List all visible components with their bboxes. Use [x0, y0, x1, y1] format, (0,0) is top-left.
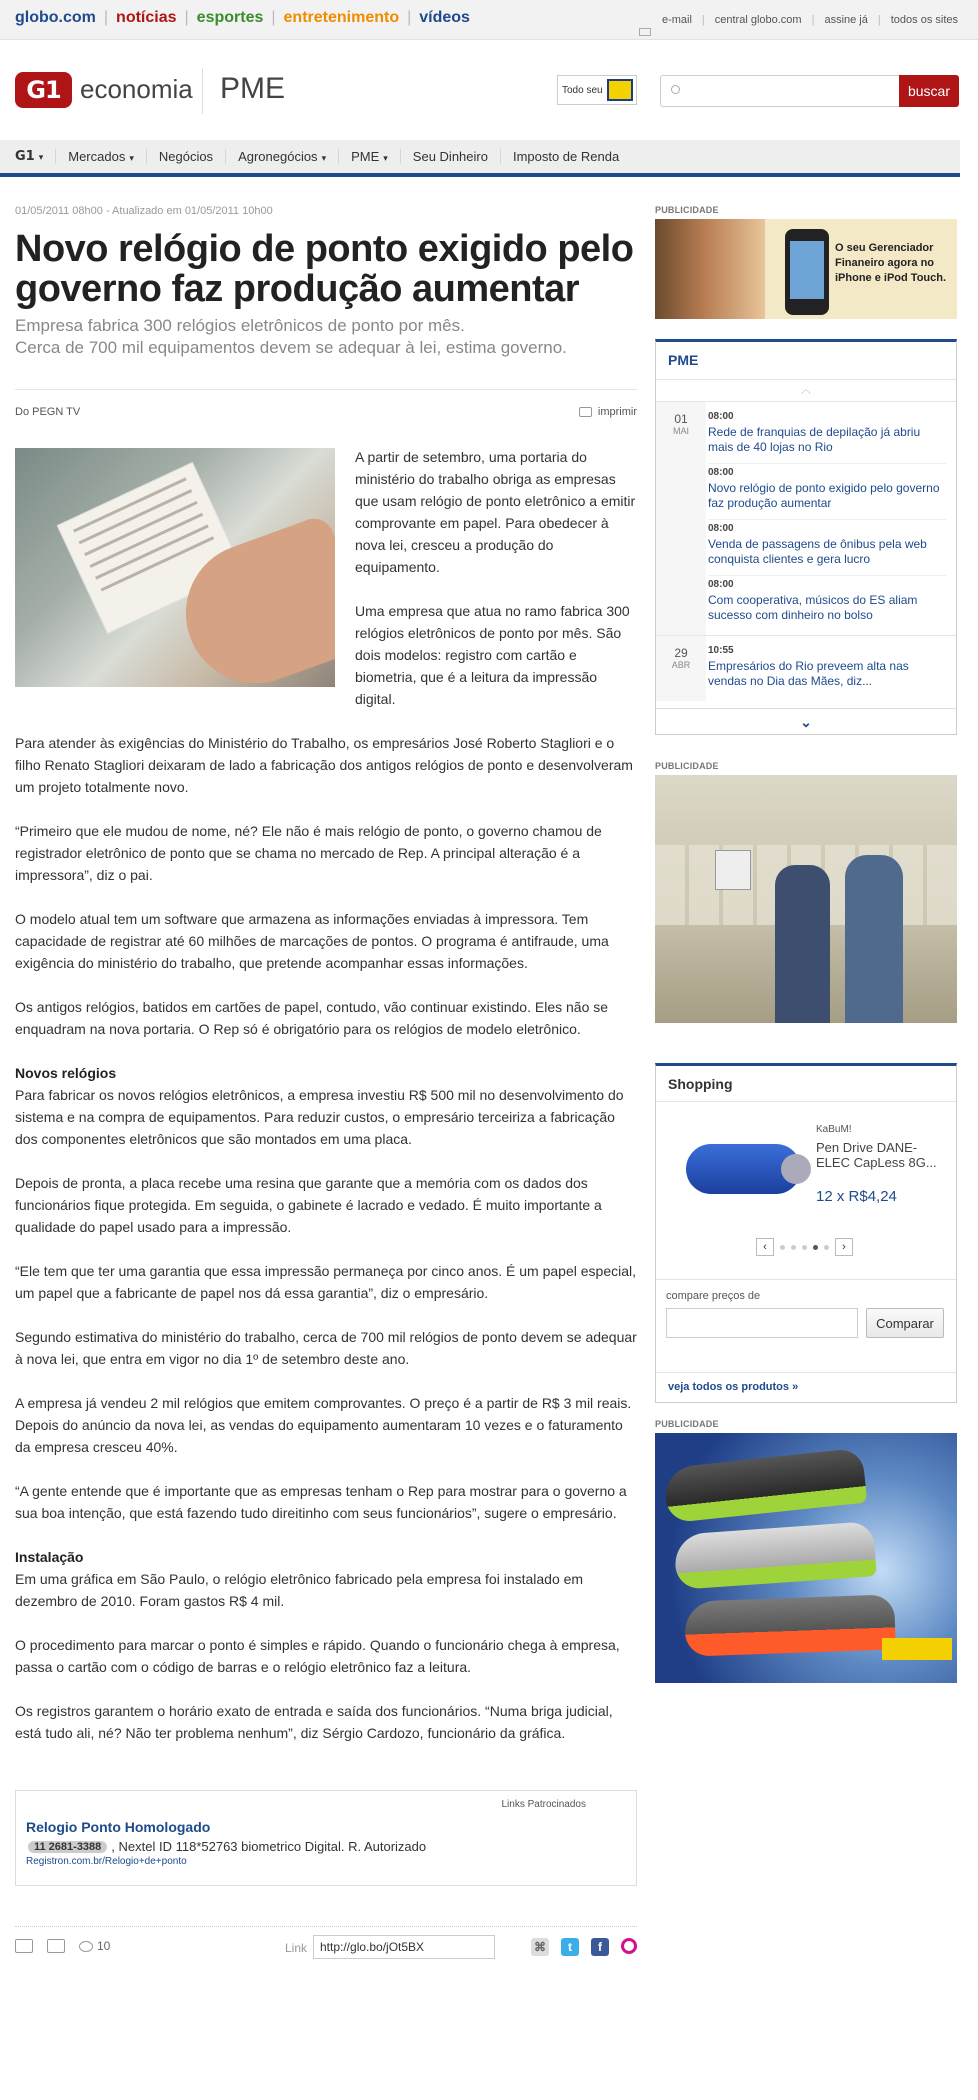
article-paragraph: Para atender às exigências do Ministério do Trabalho, os empresários José Roberto Stagliori e o filho Renato Stagliori deixaram de lado a fabricação dos antigos relógios de ponto e desenvolveram um projeto totalmente novo. — [15, 735, 633, 795]
news-item[interactable] — [708, 408, 946, 464]
article-paragraph: Os antigos relógios, batidos em cartões de papel, contudo, vão continuar existindo. Eles não se enquadram na nova portaria. O Rep só é obrigatório para os relógios de modelo eletrônico. — [15, 999, 609, 1037]
news-time: 08:00 — [708, 523, 734, 534]
nav-item-agronegocios[interactable]: Agronegócios ▾ — [225, 149, 338, 164]
divider — [15, 389, 637, 390]
link-label: Link — [285, 1941, 308, 1955]
person-shape — [845, 855, 903, 1023]
news-time: 08:00 — [708, 579, 734, 590]
carousel-next-button[interactable]: › — [835, 1238, 853, 1256]
search-input[interactable] — [660, 75, 900, 107]
share-network-icon[interactable]: ⌘ — [531, 1938, 549, 1956]
compare-button[interactable]: Comparar — [866, 1308, 944, 1338]
chevron-down-icon: ▾ — [383, 153, 388, 163]
article-paragraph: Os registros garantem o horário exato de entrada e saída dos funcionários. “Numa briga judicial, está tudo ali, né? Não ter problema nenhum”, diz Sérgio Cardozo, funcionário da gráfica. — [15, 1703, 613, 1741]
article-photo[interactable] — [15, 448, 335, 687]
nav-item-pme[interactable]: PME ▾ — [338, 149, 400, 164]
compare-label: compare preços de — [666, 1290, 761, 1302]
brand-link-globo[interactable]: globo.com — [15, 9, 96, 26]
ad-banner-shoes[interactable] — [655, 1433, 957, 1683]
email-link[interactable]: e-mail — [661, 14, 692, 26]
nav-item-mercados[interactable]: Mercados ▾ — [55, 149, 146, 164]
search-icon — [671, 85, 680, 94]
carousel-dot[interactable] — [780, 1245, 785, 1250]
nav-item-negocios[interactable]: Negócios — [146, 149, 225, 164]
mail-icon — [639, 28, 651, 36]
article-paragraph: Em uma gráfica em São Paulo, o relógio eletrônico fabricado pela empresa foi instalado em dezembro de 2010. Foram gastos R$ 4 mil. — [15, 1571, 584, 1609]
news-time: 08:00 — [708, 467, 734, 478]
brand-link-entretenimento[interactable]: entretenimento — [283, 9, 400, 26]
twitter-icon[interactable]: t — [561, 1938, 579, 1956]
brand-link-esportes[interactable]: esportes — [196, 9, 264, 26]
subtitle-line: Empresa fabrica 300 relógios eletrônicos de ponto por mês. — [15, 316, 465, 335]
pen-drive-image[interactable] — [686, 1144, 801, 1194]
article-paragraph: Segundo estimativa do ministério do trabalho, cerca de 700 mil relógios de ponto devem se adequar à nova lei, que entra em vigor no dia 1º de setembro deste ano. — [15, 1329, 637, 1367]
person-shape — [775, 865, 830, 1023]
email-share-icon[interactable] — [47, 1939, 65, 1953]
article-paragraph: O procedimento para marcar o ponto é simples e rápido. Quando o funcionário chega à empresa, passa o cartão com o código de barras e o relógio eletrônico faz a leitura. — [15, 1637, 620, 1675]
shoe-shape — [684, 1594, 896, 1656]
chevron-down-icon: ⌄ — [800, 714, 812, 730]
article-paragraph: Para fabricar os novos relógios eletrônicos, a empresa investiu R$ 500 mil no desenvolvimento do sistema e na compra de equipamentos. Para reduzir custos, o empresário terceiriza a fabricação dos componentes eletrônicos que são montados em uma placa. — [15, 1087, 624, 1147]
sponsored-label: Links Patrocinados — [501, 1799, 586, 1810]
article-paragraph: “Primeiro que ele mudou de nome, né? Ele não é mais relógio de ponto, o governo chamou de registrador eletrônico de ponto que se chama no mercado de Rep. A principal alteração é a impressora”, diz o pai. — [15, 823, 602, 883]
g1-logo[interactable]: G1 — [15, 72, 72, 108]
news-date-group — [656, 402, 956, 636]
article-paragraph: Uma empresa que atua no ramo fabrica 300 relógios eletrônicos de ponto por mês. São dois modelos: registro com cartão e biometria, que é a leitura da impressão digital. — [355, 603, 630, 707]
central-globo-link[interactable]: central globo.com — [714, 14, 802, 26]
print-icon[interactable] — [15, 1939, 33, 1953]
iphone-image — [785, 229, 829, 315]
article-paragraph: “A gente entende que é importante que as empresas tenham o Rep para mostrar para o governo a sua boa intenção, que está fazendo tudo direitinho com seus funcionários”, sugere o empresário. — [15, 1483, 627, 1521]
bb-logo-icon — [607, 79, 633, 101]
news-time: 08:00 — [708, 411, 734, 422]
search-button[interactable]: buscar — [899, 75, 959, 107]
todos-os-sites-link[interactable]: todos os sites — [890, 14, 958, 26]
facebook-icon[interactable]: f — [591, 1938, 609, 1956]
article-body — [15, 446, 637, 1766]
printer-icon — [579, 407, 592, 417]
news-date: 01 MAI — [656, 402, 706, 635]
news-headline-link[interactable]: Rede de franquias de depilação já abriu mais de 40 lojas no Rio — [708, 425, 921, 454]
phone-badge: 11 2681-3388 — [28, 1841, 107, 1853]
carousel-dot[interactable] — [824, 1245, 829, 1250]
nav-item-g1[interactable]: G1 ▾ — [15, 149, 44, 164]
ad-woman-image — [655, 219, 765, 319]
chevron-down-icon: ▾ — [38, 153, 44, 163]
scroll-down-button[interactable] — [656, 708, 956, 734]
news-item[interactable] — [708, 520, 946, 576]
article-dateline: 01/05/2011 08h00 - Atualizado em 01/05/2011 10h00 — [15, 205, 273, 217]
carousel-pager — [756, 1238, 853, 1256]
nav-item-imposto-de-renda[interactable]: Imposto de Renda — [500, 149, 631, 164]
ad-text: O seu Gerenciador Finaneiro agora no iPhone e iPod Touch. — [835, 242, 947, 284]
ad-label: PUBLICIDADE — [655, 1419, 719, 1429]
shopping-box — [655, 1063, 957, 1403]
all-products-link[interactable]: veja todos os produtos » — [656, 1372, 956, 1402]
news-headline-link[interactable]: Novo relógio de ponto exigido pelo governo faz produção aumentar — [708, 481, 940, 510]
news-time: 10:55 — [708, 645, 734, 656]
byline-row — [15, 406, 637, 418]
news-item[interactable] — [708, 464, 946, 520]
article — [15, 205, 637, 1964]
product-carousel — [656, 1102, 956, 1278]
article-paragraph: A empresa já vendeu 2 mil relógios que emitem comprovantes. O preço é a partir de R$ 3 mil reais. Depois do anúncio da nova lei, as vendas do equipamento aumentaram 10 vezes e o faturamento da empresa cresceu 40%. — [15, 1395, 632, 1455]
section-heading: Instalação — [15, 1549, 84, 1565]
price-compare — [656, 1279, 956, 1338]
assine-ja-link[interactable]: assine já — [824, 14, 868, 26]
article-paragraph: A partir de setembro, uma portaria do ministério do trabalho obriga as empresas que usam relógio de ponto eletrônico a emitir comprovante em papel. Para obedecer à nova lei, cresceu a produção do equipamento. — [355, 449, 636, 575]
store-name: KaBuM! — [816, 1124, 852, 1135]
news-headline-link[interactable]: Com cooperativa, músicos do ES aliam sucesso com dinheiro no bolso — [708, 593, 918, 622]
orkut-icon[interactable] — [621, 1938, 637, 1954]
product-name-link[interactable]: Pen Drive DANE-ELEC CapLess 8G... — [816, 1140, 937, 1170]
news-item[interactable] — [708, 642, 946, 697]
news-item[interactable] — [708, 576, 946, 631]
brand-link-videos[interactable]: vídeos — [419, 9, 470, 26]
nav-item-seu-dinheiro[interactable]: Seu Dinheiro — [400, 149, 500, 164]
sponsored-links-box — [15, 1790, 637, 1886]
shoe-shape — [673, 1521, 876, 1590]
utility-links: e-mail | central globo.com | assine já | todos os sites — [661, 14, 958, 26]
shopping-title: Shopping — [656, 1066, 956, 1102]
article-subtitle — [15, 315, 637, 359]
brand-link-noticias[interactable]: notícias — [116, 9, 177, 26]
chevron-down-icon: ▾ — [129, 153, 134, 163]
article-paragraph: “Ele tem que ter uma garantia que essa impressão permaneça por cinco anos. É um papel especial, um papel que a fabricante de papel nos dá essa garantia”, diz o empresário. — [15, 1263, 637, 1301]
carousel-prev-button[interactable]: ‹ — [756, 1238, 774, 1256]
news-date-group — [656, 636, 956, 701]
partner-text: Todo seu — [562, 84, 603, 96]
article-paragraph: O modelo atual tem um software que armazena as informações enviadas à impressora. Tem capacidade de registrar até 60 milhões de marcações de pontos. O programa é antifraude, uma exigência do ministério do trabalho, que pretende acompanhar essas informações. — [15, 911, 609, 971]
carousel-dot[interactable] — [791, 1245, 796, 1250]
ad-banner-iphone[interactable] — [655, 219, 957, 319]
right-sidebar — [655, 205, 957, 1683]
ad-label: PUBLICIDADE — [655, 761, 719, 771]
subsection-title[interactable]: PME — [220, 72, 286, 105]
banco-brasil-ad[interactable] — [557, 75, 637, 105]
sign-shape — [715, 850, 751, 890]
carousel-dot[interactable] — [802, 1245, 807, 1250]
pme-box-title[interactable]: PME — [656, 342, 956, 380]
comments-link[interactable]: 10 — [79, 1939, 110, 1953]
scroll-up-button[interactable] — [656, 380, 956, 402]
carousel-dot-active[interactable] — [813, 1245, 818, 1250]
print-label: imprimir — [597, 406, 637, 418]
sponsored-description — [28, 1839, 426, 1854]
subtitle-line: Cerca de 700 mil equipamentos devem se adequar à lei, estima governo. — [15, 338, 567, 357]
section-title[interactable]: economia — [80, 74, 193, 104]
globo-top-bar — [0, 0, 978, 40]
sponsored-url-link[interactable]: Registron.com.br/Relogio+de+ponto — [26, 1856, 187, 1867]
ad-banner-store[interactable] — [655, 775, 957, 1023]
sponsored-title-link[interactable]: Relogio Ponto Homologado — [26, 1819, 211, 1835]
article-title: Novo relógio de ponto exigido pelo governo faz produção aumentar — [15, 228, 634, 310]
section-heading: Novos relógios — [15, 1065, 117, 1081]
news-date: 29 ABR — [656, 636, 706, 701]
article-byline: Do PEGN TV — [15, 406, 81, 418]
share-bar — [15, 1926, 637, 1964]
section-nav — [0, 140, 960, 177]
pme-news-box — [655, 339, 957, 735]
shoe-shape — [663, 1448, 868, 1524]
compare-input[interactable] — [666, 1308, 858, 1338]
product-price: 12 x R$4,24 — [816, 1188, 897, 1205]
header-divider — [202, 68, 203, 114]
globo-brand-links: globo.com | notícias | esportes | entretenimento | vídeos — [15, 9, 470, 26]
short-link-input[interactable]: http://glo.bo/jOt5BX — [313, 1935, 495, 1959]
article-paragraph: Depois de pronta, a placa recebe uma resina que garante que a memória com os dados dos funcionários fique protegida. Em seguida, o gabinete é lacrado e vedado. É muito importante a qualidade do papel usado para a impressão. — [15, 1175, 602, 1235]
chevron-up-icon: ︿ — [801, 385, 811, 396]
news-headline-link[interactable]: Venda de passagens de ônibus pela web conquista clientes e gera lucro — [708, 537, 927, 566]
yellow-tag-shape — [882, 1638, 952, 1660]
chevron-down-icon: ▾ — [321, 153, 327, 163]
news-headline-link[interactable]: Empresários do Rio preveem alta nas vendas no Dia das Mães, diz... — [708, 659, 909, 688]
ad-label: PUBLICIDADE — [655, 205, 719, 215]
comment-icon — [79, 1941, 93, 1952]
sponsored-desc-text: , Nextel ID 118*52763 biometrico Digital. R. Autorizado — [111, 1839, 427, 1854]
print-button[interactable] — [579, 406, 637, 418]
